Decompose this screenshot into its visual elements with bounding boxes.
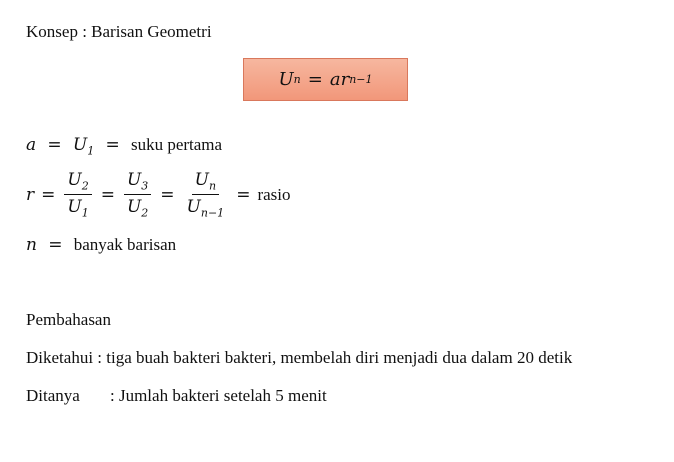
def-r-var: r <box>26 184 35 205</box>
def-a-eq: = <box>47 135 62 155</box>
frac1-den: U <box>67 197 82 218</box>
def-a-eq2: = <box>105 135 120 155</box>
def-n-eq: = <box>48 235 63 255</box>
def-r-eq3: = <box>160 184 175 205</box>
pembahasan-heading: Pembahasan <box>26 310 111 329</box>
formula-lhs: U <box>278 69 294 90</box>
ditanya-label: Ditanya <box>26 386 80 405</box>
def-r-eq4: = <box>236 184 251 205</box>
ditanya-text: : Jumlah bakteri setelah 5 menit <box>110 386 327 405</box>
frac2-num: U <box>126 170 142 190</box>
def-n-var: n <box>26 235 37 255</box>
def-a-var: a <box>26 135 37 155</box>
definition-n <box>26 235 176 255</box>
formula-equals: = <box>307 69 323 90</box>
fraction-u3-u2 <box>124 170 151 220</box>
definition-r <box>26 170 290 220</box>
frac3-den-sub: n−1 <box>200 206 225 220</box>
frac3-den: U <box>186 197 201 218</box>
frac1-den-sub: 1 <box>81 206 89 220</box>
frac2-den: U <box>126 197 142 218</box>
diketahui-line: Diketahui : tiga buah bakteri bakteri, membelah diri menjadi dua dalam 20 detik <box>26 348 573 367</box>
def-n-text: banyak barisan <box>73 235 177 254</box>
formula-rhs: ar <box>329 69 350 90</box>
formula-rhs-sup: n−1 <box>349 73 373 86</box>
frac2-den-sub: 2 <box>141 206 149 220</box>
frac3-num-sub: n <box>208 179 217 193</box>
frac2-num-sub: 3 <box>141 179 149 193</box>
def-a-u-sub: 1 <box>87 144 95 158</box>
definition-a <box>26 135 222 157</box>
formula-box <box>243 58 408 101</box>
fraction-u2-u1 <box>64 170 91 220</box>
frac1-num: U <box>67 170 82 190</box>
def-r-eq2: = <box>100 184 115 205</box>
def-a-text: suku pertama <box>130 135 223 154</box>
frac1-num-sub: 2 <box>81 179 89 193</box>
def-a-u: U <box>72 135 88 155</box>
def-r-eq: = <box>41 184 56 205</box>
frac3-num: U <box>194 170 209 190</box>
ditanya-line <box>26 386 327 406</box>
formula-lhs-sub: n <box>293 73 301 86</box>
concept-title: Konsep : Barisan Geometri <box>26 22 212 41</box>
fraction-un-un1 <box>184 170 228 220</box>
def-r-text: rasio <box>257 184 291 204</box>
